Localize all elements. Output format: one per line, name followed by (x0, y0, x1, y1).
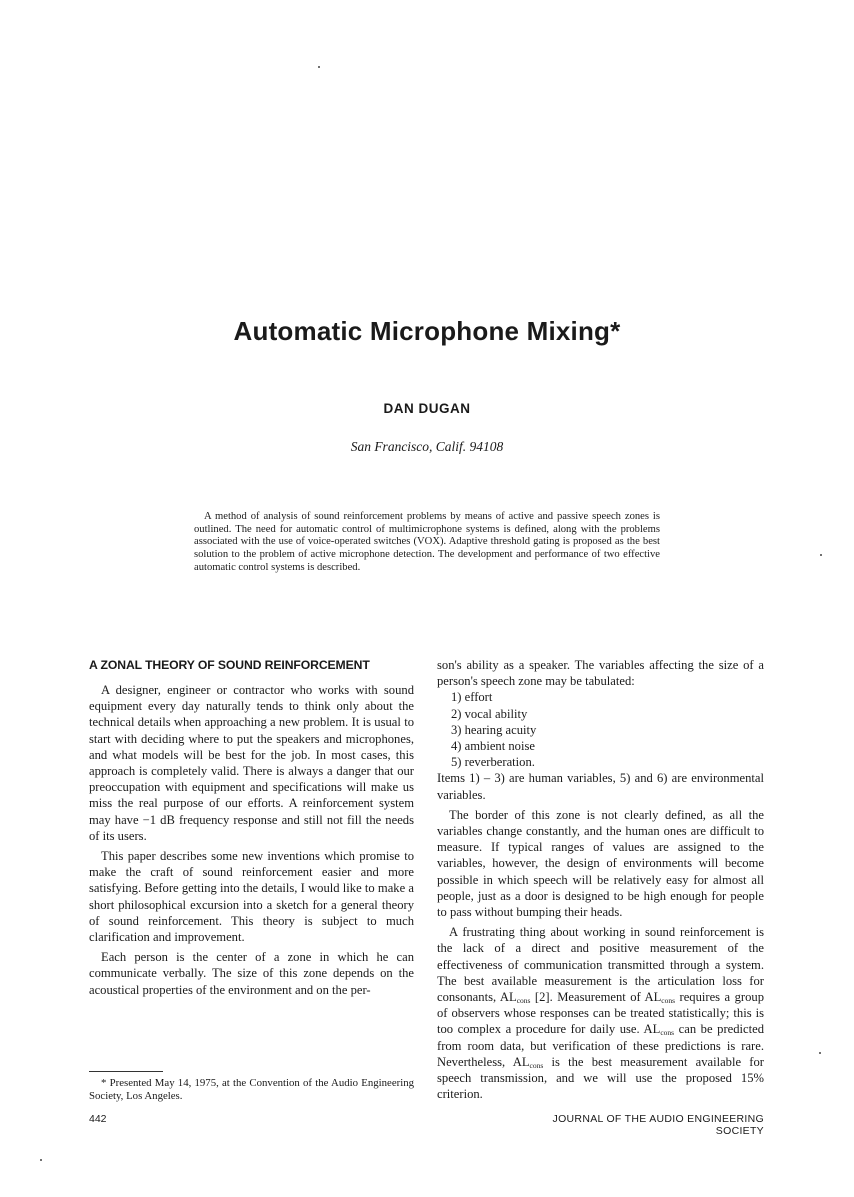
paper-title: Automatic Microphone Mixing* (233, 316, 621, 346)
subscript-cons: cons (661, 996, 676, 1006)
list-item: 3) hearing acuity (451, 722, 537, 737)
body-paragraph: A designer, engineer or contractor who works with sound equipment every day naturally tends to think only about the technical details when approaching a new problem. It is usual to start with deciding where to put the speakers and microphones, and what models will be best for the job. In most cases, this approach is completely valid. There is always a danger that our preoccupation with equipment and specifications will make us miss the real purpose of our efforts. A reinforcement system may have −1 dB frequency response and still not fill the needs of its users. (89, 683, 414, 843)
body-paragraph: This paper describes some new inventions which promise to make the craft of sound reinforcement easier and more satisfying. Before getting into the details, I would like to make a short philosophical excursion into a sketch for a general theory of sound reinforcement. This theory is subject to much clarification and improvement. (89, 849, 414, 945)
body-paragraph: Items 1) – 3) are human variables, 5) and 6) are environmental variables. (437, 771, 764, 802)
body-paragraph (437, 924, 764, 1102)
subscript-cons: cons (516, 996, 531, 1006)
scan-speck (820, 554, 822, 556)
footnote: * Presented May 14, 1975, at the Convention of the Audio Engineering Society, Los Angeles. (89, 1077, 414, 1102)
scan-speck (819, 1052, 821, 1054)
author-affiliation: San Francisco, Calif. 94108 (350, 439, 504, 454)
list-item: 1) effort (451, 690, 493, 705)
page-number: 442 (89, 1113, 107, 1125)
body-paragraph: son's ability as a speaker. The variables affecting the size of a person's speech zone may be tabulated: (437, 658, 764, 689)
right-column (437, 657, 764, 1102)
body-paragraph: The border of this zone is not clearly defined, as all the variables change constantly, and the human ones are difficult to measure. If typical ranges of values are assigned to the variables, however, the design of environments will become possible in which speech will be relatively easy for almost all people, just as a door is designed to be high enough for people to pass without bumping their heads. (437, 807, 764, 920)
list-item: 4) ambient noise (451, 739, 535, 754)
author-name: DAN DUGAN (383, 401, 471, 416)
text-run: can be predicted from room data, but verification of these predictions is rare. Nevertheless, AL (437, 1022, 764, 1069)
variables-list (437, 689, 764, 770)
text-run: is the best measurement available for speech transmission, and we will use the proposed 15% criterion. (437, 1054, 764, 1102)
text-run: A frustrating thing about working in sound reinforcement is the lack of a direct and positive measurement of the effectiveness of communication transmitted through a system. The best available measurement is the articulation loss for consonants, AL (437, 925, 764, 1005)
section-heading: A ZONAL THEORY OF SOUND REINFORCEMENT (89, 658, 370, 672)
body-paragraph: Each person is the center of a zone in which he can communicate verbally. The size of this zone depends on the acoustical properties of the environment and on the per- (89, 950, 414, 997)
journal-name: JOURNAL OF THE AUDIO ENGINEERING SOCIETY (552, 1113, 764, 1137)
scan-speck (318, 66, 320, 68)
subscript-cons: cons (529, 1060, 544, 1070)
list-item: 5) reverberation. (451, 755, 535, 770)
subscript-cons: cons (660, 1028, 675, 1038)
text-run: [2]. Measurement of AL (530, 990, 662, 1005)
abstract: A method of analysis of sound reinforcement problems by means of active and passive speech zones is outlined. The need for automatic control of multimicrophone systems is defined, along with the problems associated with the use of voice-operated switches (VOX). Adaptive threshold gating is proposed as the best solution to the problem of active microphone detection. The development and performance of two effective automatic control systems is described. (194, 511, 660, 573)
scan-speck (40, 1159, 42, 1161)
left-column (89, 657, 414, 998)
text-run: requires a group of observers whose responses can be treated statistically; this is too complex a procedure for daily use. AL (437, 990, 764, 1037)
footnote-rule (89, 1071, 163, 1072)
list-item: 2) vocal ability (451, 706, 528, 721)
